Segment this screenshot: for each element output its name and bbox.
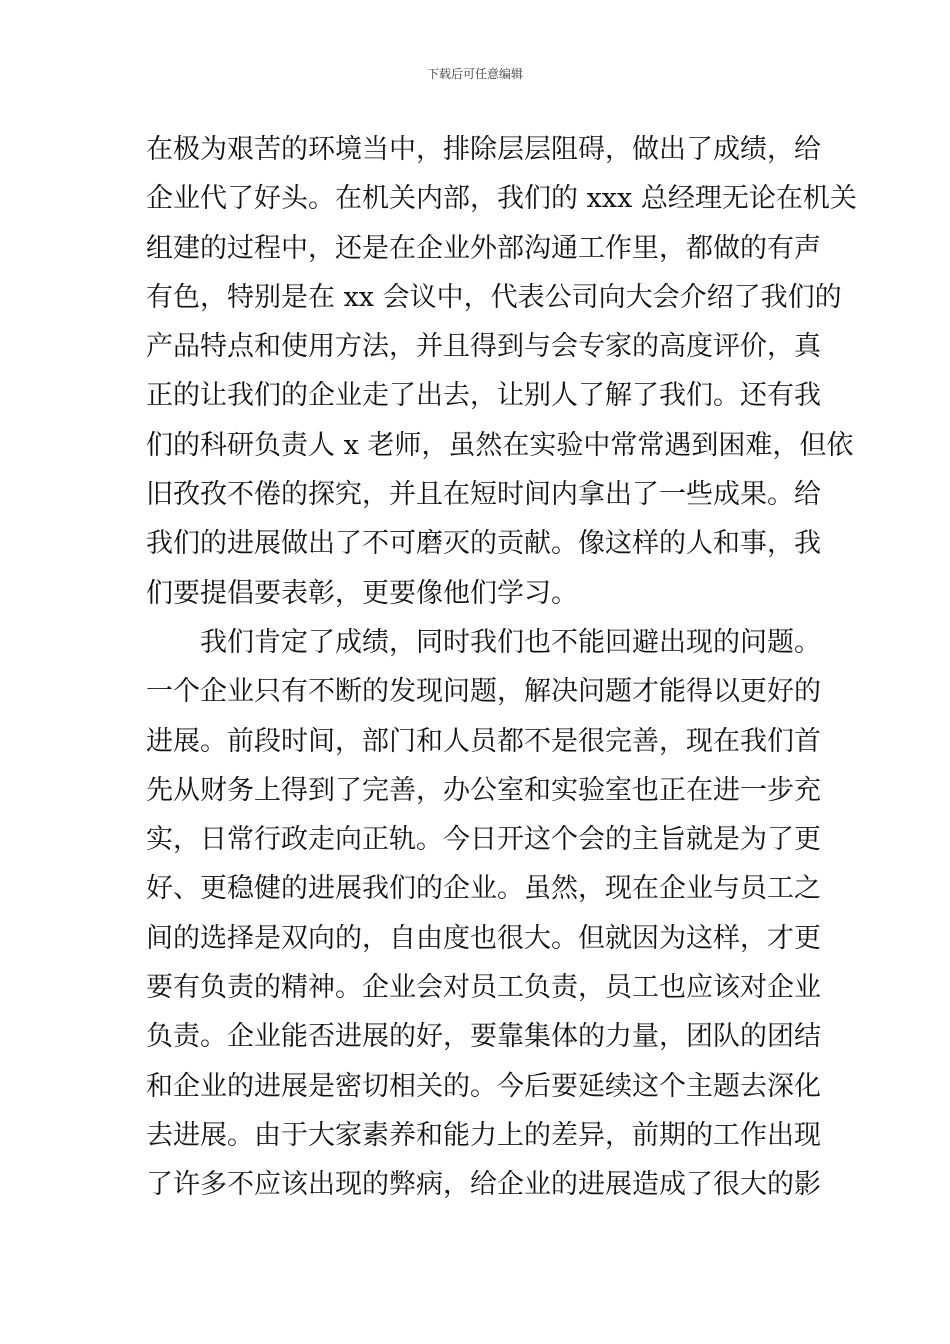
text-line: 要有负责的精神。企业会对员工负责，员工也应该对企业 — [146, 972, 821, 1004]
text-line: 有色，特别是在 xx 会议中，代表公司向大会介绍了我们的 — [146, 281, 842, 313]
text-line: 实，日常行政走向正轨。今日开这个会的主旨就是为了更 — [146, 824, 821, 856]
text-line: 了许多不应该出现的弊病，给企业的进展造成了很大的影 — [146, 1169, 821, 1201]
text-line: 间的选择是双向的，自由度也很大。但就因为这样，才更 — [146, 922, 821, 954]
text-line: 旧孜孜不倦的探究，并且在短时间内拿出了一些成果。给 — [146, 479, 821, 511]
text-line: 负责。企业能否进展的好，要靠集体的力量，团队的团结 — [146, 1021, 821, 1053]
page-header: 下载后可任意编辑 — [426, 67, 523, 81]
text-line: 去进展。由于大家素养和能力上的差异，前期的工作出现 — [146, 1119, 821, 1151]
text-line: 先从财务上得到了完善，办公室和实验室也正在进一步充 — [146, 774, 821, 806]
text-line: 在极为艰苦的环境当中，排除层层阻碍，做出了成绩，给 — [146, 134, 821, 165]
text-line: 好、更稳健的进展我们的企业。虽然，现在企业与员工之 — [146, 873, 821, 905]
text-line: 和企业的进展是密切相关的。今后要延续这个主题去深化 — [146, 1070, 821, 1102]
text-line: 产品特点和使用方法，并且得到与会专家的高度评价，真 — [146, 331, 821, 363]
text-line: 组建的过程中，还是在企业外部沟通工作里，都做的有声 — [146, 232, 821, 264]
paragraph-first-line: 我们肯定了成绩，同时我们也不能回避出现的问题。 — [200, 626, 821, 658]
text-line: 们要提倡要表彰，更要像他们学习。 — [146, 577, 578, 609]
text-line: 正的让我们的企业走了出去，让别人了解了我们。还有我 — [146, 380, 821, 412]
text-line: 进展。前段时间，部门和人员都不是很完善，现在我们首 — [146, 725, 821, 757]
text-line: 一个企业只有不断的发现问题，解决问题才能得以更好的 — [146, 676, 821, 708]
text-line: 们的科研负责人 x 老师，虽然在实验中常常遇到困难，但依 — [146, 429, 854, 461]
document-body — [146, 125, 857, 1210]
text-line: 企业代了好头。在机关内部，我们的 xxx 总经理无论在机关 — [146, 183, 857, 215]
text-line: 我们的进展做出了不可磨灭的贡献。像这样的人和事，我 — [146, 528, 821, 560]
